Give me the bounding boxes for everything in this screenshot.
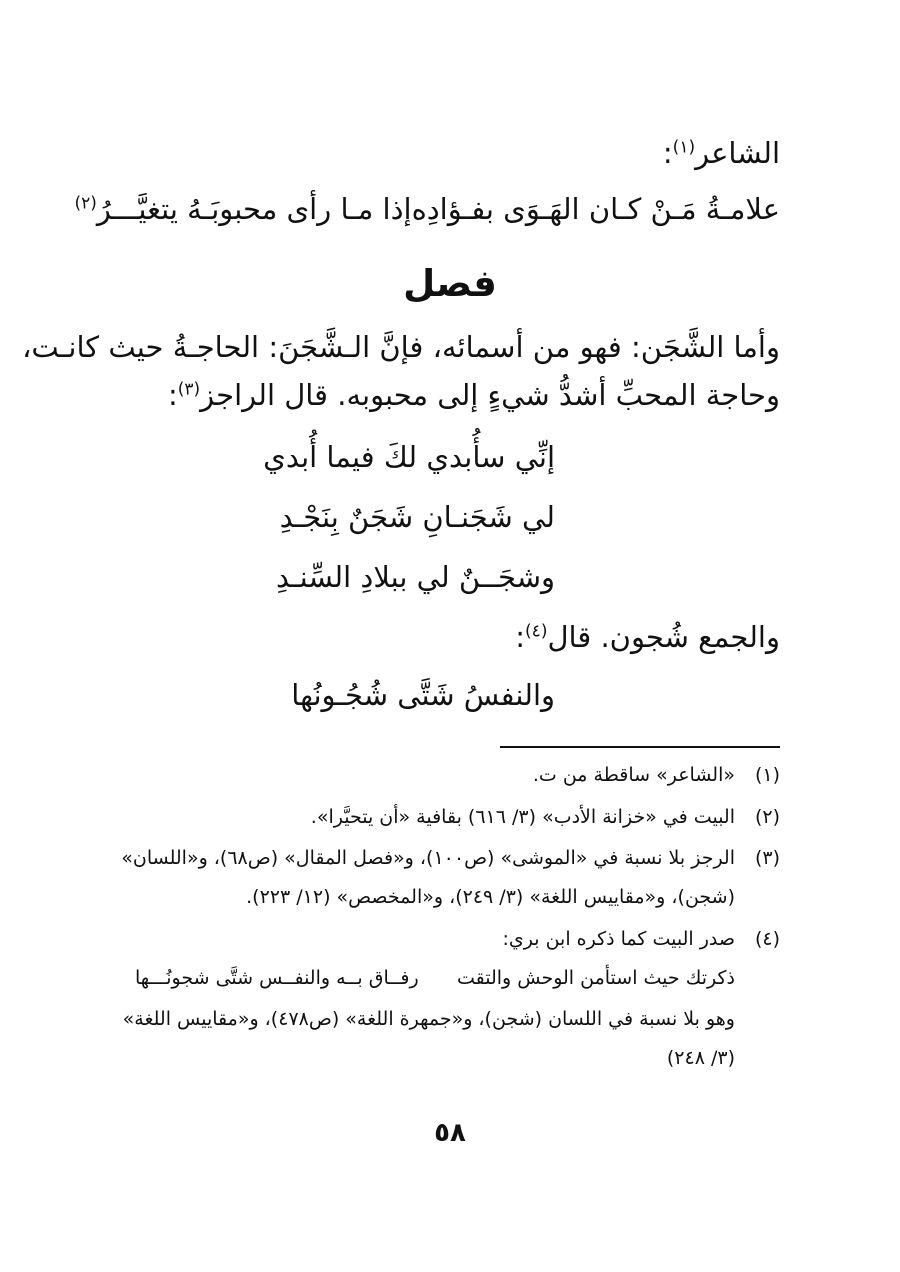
- footnote-4-line-1: صدر البيت كما ذكره ابن بري:: [502, 928, 735, 950]
- footnote-4-verse-second: رفــاق بــه والنفــس شتَّى شجونُـــها: [135, 967, 419, 989]
- footnote-4-number: (٤): [754, 928, 780, 950]
- footnote-separator: [500, 746, 780, 748]
- footnote-ref-2: (٢): [74, 193, 97, 214]
- plural-colon: :: [515, 620, 526, 654]
- footnote-2-text: البيت في «خزانة الأدب» (٣/ ٦١٦) بقافية «أن يتحيَّرا».: [310, 806, 735, 828]
- footnote-3-number: (٣): [754, 847, 780, 869]
- footnote-4-verse-first: ذكرتك حيث استأمن الوحش والتقت: [456, 967, 735, 989]
- footnote-2-number: (٢): [754, 806, 780, 828]
- hemistich-quote: والنفسُ شَتَّى شُجُـونُها: [291, 678, 555, 712]
- rajaz-line-1: إنِّي سأُبدي لكَ فيما أُبدي: [263, 440, 555, 474]
- verse-second-hemistich: إذا مـا رأى محبوبَـهُ يتغيَّـــرُ: [96, 192, 412, 226]
- plural-line: [515, 620, 780, 654]
- footnote-4-line-3: وهو بلا نسبة في اللسان (شجن)، و«جمهرة اللغة» (ص٤٧٨)، و«مقاييس اللغة»: [122, 1008, 735, 1030]
- footnote-ref-4: (٤): [525, 621, 548, 642]
- paragraph-line-1: وأما الشَّجَن: فهو من أسمائه، فإنَّ الـشَّجَنَ: الحاجـةُ حيث كانـت،: [22, 330, 780, 364]
- intro-text: الشاعر: [695, 136, 780, 170]
- plural-text: والجمع شُجون. قال: [547, 620, 780, 654]
- footnote-4-line-4: (٣/ ٢٤٨): [666, 1047, 735, 1069]
- footnote-ref-1: (١): [672, 137, 696, 158]
- poetry-verse: [74, 192, 780, 226]
- footnote-1-text: «الشاعر» ساقطة من ت.: [532, 764, 735, 786]
- paragraph-line-2: [168, 378, 780, 412]
- footnote-3-line-1: الرجز بلا نسبة في «الموشى» (ص١٠٠)، و«فصل المقال» (ص٦٨)، و«اللسان»: [121, 847, 735, 869]
- poet-intro: [663, 136, 780, 170]
- footnote-4-verse: [135, 967, 735, 989]
- page-number: ٥٨: [434, 1118, 466, 1148]
- rajaz-line-3: وشجَــنٌ لي ببلادِ السِّنـدِ: [275, 560, 555, 594]
- paragraph-line-2-text: وحاجة المحبِّ أشدُّ شيءٍ إلى محبوبه. قال الراجز: [200, 378, 780, 412]
- paragraph-colon: :: [167, 378, 178, 412]
- footnote-ref-3: (٣): [177, 379, 201, 400]
- footnote-3-line-2: (شجن)، و«مقاييس اللغة» (٣/ ٢٤٩)، و«المخصص» (١٢/ ٢٢٣).: [246, 886, 735, 908]
- section-heading: فصل: [403, 262, 497, 305]
- rajaz-line-2: لي شَجَنـانِ شَجَنٌ بِنَجْـدِ: [279, 500, 555, 534]
- intro-colon: :: [662, 136, 673, 170]
- verse-first-hemistich: علامـةُ مَـنْ كـان الهَـوَى بفـؤادِه: [411, 192, 780, 226]
- footnote-1-number: (١): [754, 764, 780, 786]
- verse-second-hemistich-wrap: [74, 192, 411, 226]
